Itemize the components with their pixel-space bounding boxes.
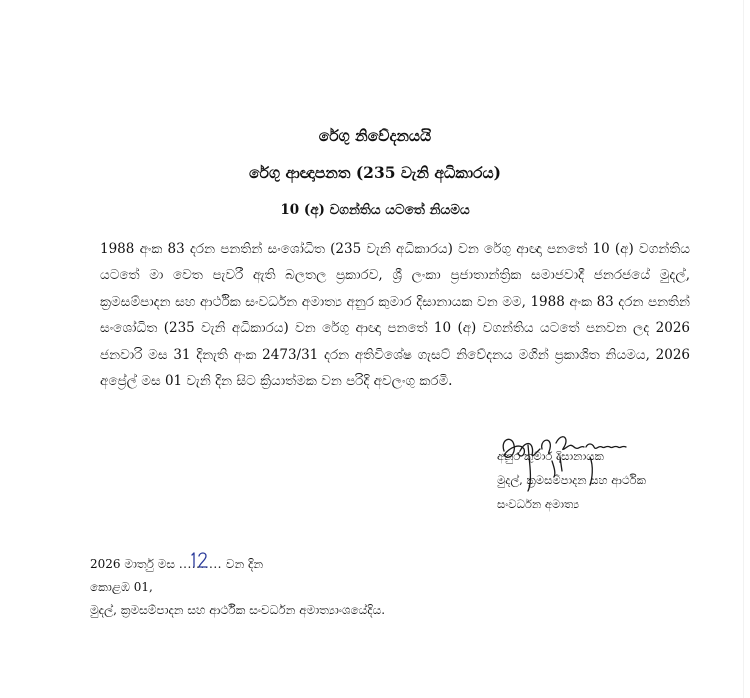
- footer-block: [90, 553, 385, 622]
- document-title: රේගු නිවේදනයයි: [318, 126, 432, 145]
- footer-ministry: මුදල්, ක්‍රමසම්පාදන සහ ආර්ථික සංවර්ධන අමාත්‍යාංශයේදිය.: [90, 603, 386, 617]
- handwritten-date-day: [186, 549, 216, 571]
- date-prefix: 2026 මාර්තු මස: [90, 557, 175, 571]
- scan-edge: [743, 0, 744, 698]
- date-suffix: වන දින: [225, 557, 264, 571]
- signatory-block: [497, 444, 646, 516]
- signatory-name: අනුර කුමාර දිසානායක: [497, 449, 604, 463]
- section-heading: 10 (අ) වගන්තිය යටතේ නියමය: [280, 202, 470, 218]
- document-subtitle: රේගු ආඥාපනත (235 වැනි අධිකාරය): [249, 163, 501, 182]
- notice-body: 1988 අංක 83 දරන පනතින් සංශෝධිත (235 වැනි අධිකාරය) වන රේගු ආඥා පනතේ 10 (අ) වගන්තිය යටතේ මා වෙත පැවරී ඇති බලතල ප්‍රකාරව, ශ්‍රී ලංකා ප්‍රජාතාන්ත්‍රික සමාජවාදී ජනරජයේ මුදල්, ක්‍රමසම්පාදන සහ ආර්ථික සංවර්ධන අමාත්‍ය අනුර කුමාර දිසානායක වන මම, 1988 අංක 83 දරන පනතින් සංශෝධිත (235 වැනි අධිකාරය) වන රේගු ආඥා පනතේ 10 (අ) වගන්තිය යටතේ පනවන ලද 2026 ජනවාරි මස 31 දිනැති අංක 2473/31 දරන අතිවිශේෂ ගැසට් නිවේදනය මගින් ප්‍රකාශිත නියමය, 2026 අප්‍රේල් මස 01 වැනි දින සිට ක්‍රියාත්මක වන පරිදි අවලංගු කරමි.: [100, 241, 690, 390]
- footer-location: කොළඹ 01,: [90, 580, 153, 594]
- signatory-title-line-2: සංවර්ධන අමාත්‍ය: [497, 497, 580, 511]
- signatory-title-line-1: මුදල්, ක්‍රමසම්පාදන සහ ආර්ථික: [497, 473, 646, 487]
- date-dots: ..........: [178, 557, 222, 571]
- footer-date-line: [90, 553, 385, 576]
